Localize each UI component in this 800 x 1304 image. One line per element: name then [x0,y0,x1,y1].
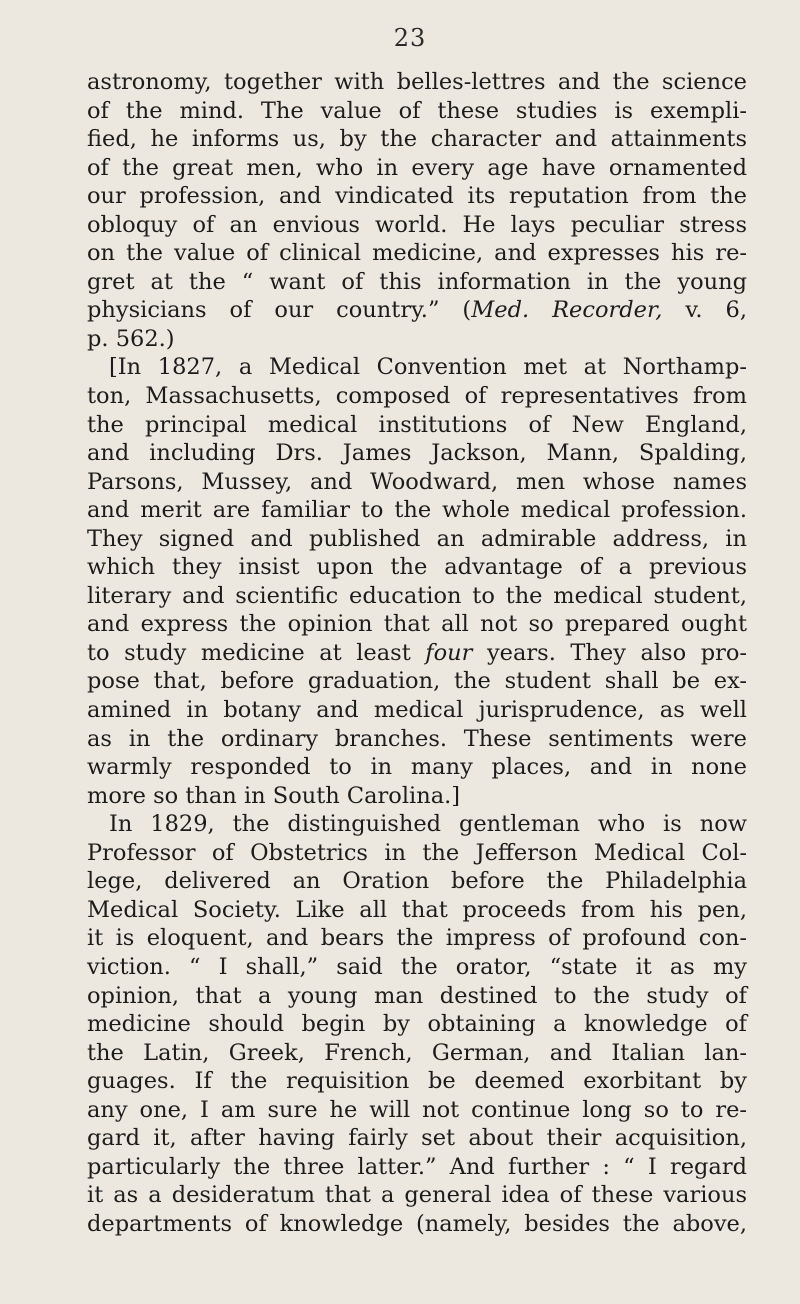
text-line-segment: it is eloquent, and bears the impress of profound con- [87,925,747,952]
text-line [87,1153,747,1182]
text-line-segment: as in the ordinary branches. These sentiments were [87,725,747,752]
text-line [87,353,747,382]
text-line-segment: astronomy, together with belles-lettres and the science [87,69,747,95]
text-line [87,468,747,497]
text-line [87,725,747,754]
text-line [87,839,747,868]
italic-segment: four [425,639,473,666]
text-line-segment: [In 1827, a Medical Convention met at Northamp- [109,354,747,381]
text-line [87,182,747,211]
text-line [87,268,747,297]
text-line [87,154,747,183]
text-line-segment: fied, he informs us, by the character and attainments [87,126,747,153]
text-line-segment: departments of knowledge (namely, besides the above, [87,1210,747,1237]
text-line [87,1181,747,1210]
text-line [87,810,747,839]
text-line-segment: They signed and published an admirable address, in [87,525,747,552]
text-line [87,296,747,325]
text-line-segment: gret at the “ want of this information in the young [87,268,747,295]
text-line-segment: the principal medical institutions of New England, [87,411,747,438]
text-line [87,239,747,268]
text-line-segment: more so than in South Carolina.] [87,782,461,809]
text-line-segment: to study medicine at least [87,639,426,666]
text-line-segment: pose that, before graduation, the student shall be ex- [87,668,747,695]
text-line [87,1039,747,1068]
text-line-segment: our profession, and vindicated its reputation from the [87,183,747,210]
text-line [87,867,747,896]
text-line [87,97,747,126]
text-line [87,525,747,554]
text-line-segment: and express the opinion that all not so prepared ought [87,611,747,638]
text-line-segment: lege, delivered an Oration before the Philadelphia [87,868,747,895]
text-line-segment: Parsons, Mussey, and Woodward, men whose names [87,468,747,495]
text-line [87,610,747,639]
text-line [87,782,747,811]
text-line [87,125,747,154]
text-line [87,1124,747,1153]
text-line [87,1096,747,1125]
text-line-segment: and merit are familiar to the whole medical profession. [87,497,747,524]
text-line-segment: it as a desideratum that a general idea of these various [87,1182,747,1209]
text-line-segment: of the great men, who in every age have ornamented [87,154,747,181]
italic-segment: Med. Recorder, [471,297,663,324]
text-line-segment: literary and scientific education to the medical student, [87,582,747,609]
text-line [87,639,747,668]
text-line [87,411,747,440]
text-line-segment: the Latin, Greek, French, German, and Italian lan- [87,1039,747,1066]
text-line-segment: guages. If the requisition be deemed exorbitant by [87,1068,747,1095]
text-line-segment: Professor of Obstetrics in the Jefferson Medical Col- [87,839,747,866]
text-line [87,1067,747,1096]
text-line [87,211,747,240]
text-line [87,953,747,982]
text-line-segment: obloquy of an envious world. He lays peculiar stress [87,211,747,238]
page-number: 23 [393,24,427,52]
text-line [87,667,747,696]
text-line-segment: p. 562.) [87,325,175,352]
text-line [87,439,747,468]
text-line-segment: years. They also pro- [472,639,747,666]
text-line [87,1010,747,1039]
text-line [87,696,747,725]
text-line-segment: viction. “ I shall,” said the orator, “state it as my [87,953,747,980]
text-line-segment: which they insist upon the advantage of a previous [87,554,747,581]
text-line [87,553,747,582]
text-line [87,325,747,354]
text-line-segment: Medical Society. Like all that proceeds from his pen, [87,896,747,923]
text-line [87,753,747,782]
text-line-segment: any one, I am sure he will not continue long so to re- [87,1096,747,1123]
text-line-segment: on the value of clinical medicine, and expresses his re- [87,240,747,267]
text-line-segment: medicine should begin by obtaining a knowledge of [87,1011,747,1038]
text-line-segment: In 1829, the distinguished gentleman who is now [109,811,747,838]
text-line [87,582,747,611]
text-line-segment: amined in botany and medical jurisprudence, as well [87,697,747,724]
text-line-segment: warmly responded to in many places, and in none [87,754,747,781]
text-line [87,382,747,411]
text-line-segment: gard it, after having fairly set about their acquisition, [87,1125,747,1152]
text-line-segment: particularly the three latter.” And further : “ I regard [87,1153,747,1180]
body-text [87,68,747,1238]
text-line-segment: v. 6, [662,297,747,324]
text-line-segment: of the mind. The value of these studies is exempli- [87,97,747,124]
text-line [87,496,747,525]
text-line-segment: physicians of our country.” ( [87,297,472,324]
text-line-segment: ton, Massachusetts, composed of representatives from [87,383,747,410]
text-line-segment: opinion, that a young man destined to the study of [87,982,747,1009]
text-line-segment: and including Drs. James Jackson, Mann, Spalding, [87,440,747,467]
text-line [87,68,747,97]
text-line [87,896,747,925]
text-line [87,982,747,1011]
text-line [87,1210,747,1239]
text-line [87,924,747,953]
